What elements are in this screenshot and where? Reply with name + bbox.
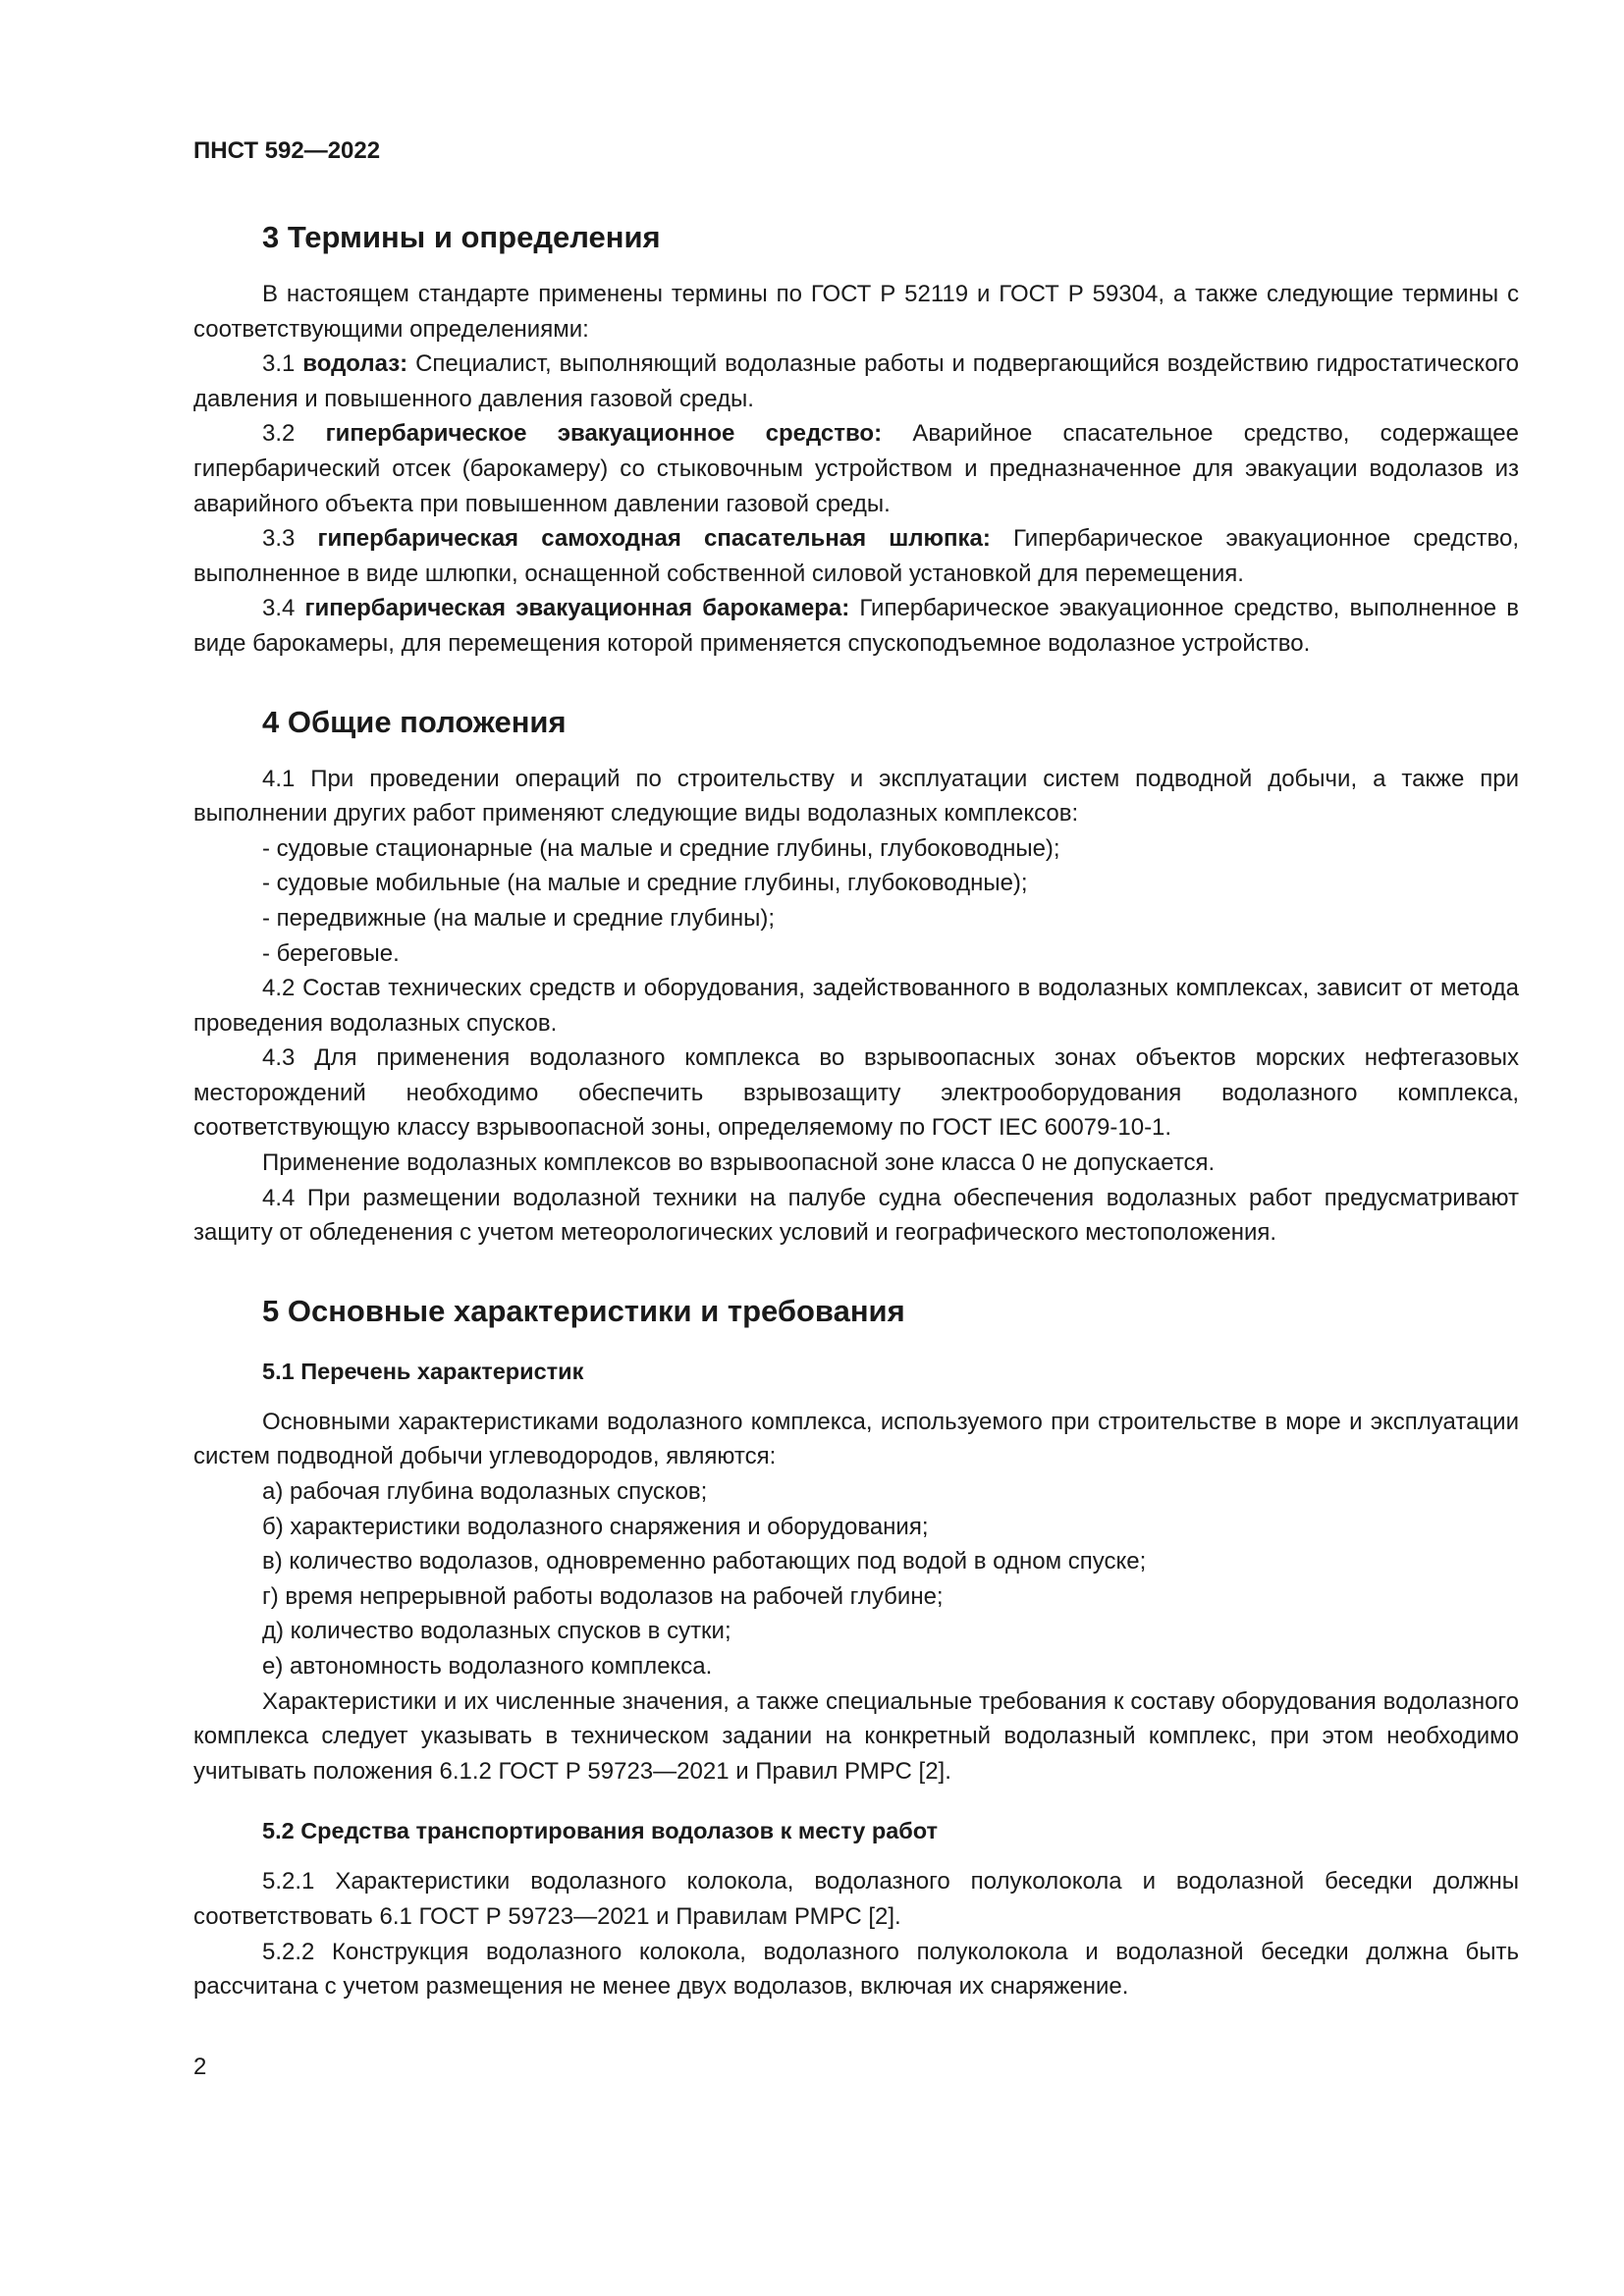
list-item: а) рабочая глубина водолазных спусков; xyxy=(262,1478,708,1506)
document-header: ПНСТ 592—2022 xyxy=(193,137,381,164)
list-item: е) автономность водолазного комплекса. xyxy=(262,1653,713,1680)
list-item: д) количество водолазных спусков в сутки; xyxy=(262,1618,731,1645)
paragraph-4-1: 4.1 При проведении операций по строительству и эксплуатации систем подводной добычи, а также при выполнении других работ применяют следующие виды водолазных комплексов: xyxy=(193,765,1519,828)
section-4-title: 4 Общие положения xyxy=(262,704,567,739)
term-3-1 xyxy=(193,347,1519,416)
list-item: г) время непрерывной работы водолазов на рабочей глубине; xyxy=(262,1582,944,1610)
page-number: 2 xyxy=(193,2054,207,2080)
list-item: - судовые мобильные (на малые и средние глубины, глубоководные); xyxy=(262,870,1028,897)
paragraph-5-1-after: Характеристики и их численные значения, а также специальные требования к составу оборудования водолазного комплекса следует указывать в техническом задании на конкретный водолазный комплекс, при этом необходимо учитывать положения 6.1.2 ГОСТ Р 59723—2021 и Правил РМРС [2]. xyxy=(193,1687,1519,1785)
term-number: 3.1 xyxy=(262,350,296,378)
term-name: гипербарическая самоходная спасательная шлюпка: xyxy=(317,525,991,553)
section-3-intro: В настоящем стандарте применены термины по ГОСТ Р 52119 и ГОСТ Р 59304, а также следующие термины с соответствующими определениями: xyxy=(193,281,1519,343)
paragraph-5-2-2: 5.2.2 Конструкция водолазного колокола, водолазного полуколокола и водолазной беседки должна быть рассчитана с учетом размещения не менее двух водолазов, включая их снаряжение. xyxy=(193,1938,1519,2001)
subsection-5-1-title: 5.1 Перечень характеристик xyxy=(262,1358,584,1384)
list-item: - судовые стационарные (на малые и средние глубины, глубоководные); xyxy=(262,834,1060,862)
term-number: 3.4 xyxy=(262,595,296,622)
list-item: в) количество водолазов, одновременно работающих под водой в одном спуске; xyxy=(262,1548,1147,1575)
term-number: 3.3 xyxy=(262,525,296,553)
term-3-3 xyxy=(193,521,1519,591)
paragraph-5-2-1: 5.2.1 Характеристики водолазного колокола, водолазного полуколокола и водолазной беседки должны соответствовать 6.1 ГОСТ Р 59723—2021 и Правилам РМРС [2]. xyxy=(193,1868,1519,1930)
paragraph-4-2: 4.2 Состав технических средств и оборудования, задействованного в водолазных комплексах, зависит от метода проведения водолазных спусков. xyxy=(193,975,1519,1037)
term-name: водолаз: xyxy=(302,350,408,378)
term-3-2 xyxy=(193,416,1519,521)
subsection-5-2-title: 5.2 Средства транспортирования водолазов к месту работ xyxy=(262,1818,939,1844)
term-definition: Гипербарическое эвакуационное средство, выполненное в виде барокамеры, для перемещения которой применяется спускоподъемное водолазное устройство. xyxy=(193,595,1519,657)
term-definition: Специалист, выполняющий водолазные работы и подвергающийся воздействию гидростатического давления и повышенного давления газовой среды. xyxy=(193,350,1519,412)
paragraph-4-3-note: Применение водолазных комплексов во взрывоопасной зоне класса 0 не допускается. xyxy=(262,1149,1216,1177)
document-page xyxy=(193,137,1519,2004)
term-definition: Гипербарическое эвакуационное средство, выполненное в виде шлюпки, оснащенной собственной силовой установкой для перемещения. xyxy=(193,525,1519,587)
section-3-title: 3 Термины и определения xyxy=(262,220,661,254)
term-definition: Аварийное спасательное средство, содержащее гипербарический отсек (барокамеру) со стыковочным устройством и предназначенное для эвакуации водолазов из аварийного объекта при повышенном давлении газовой среды. xyxy=(193,420,1519,517)
paragraph-4-4: 4.4 При размещении водолазной техники на палубе судна обеспечения водолазных работ предусматривают защиту от обледенения с учетом метеорологических условий и географического местоположения. xyxy=(193,1184,1519,1247)
list-item: б) характеристики водолазного снаряжения и оборудования; xyxy=(262,1513,929,1540)
list-item: - передвижные (на малые и средние глубины); xyxy=(262,904,776,932)
term-name: гипербарическое эвакуационное средство: xyxy=(325,420,883,448)
term-number: 3.2 xyxy=(262,420,296,448)
section-5-title: 5 Основные характеристики и требования xyxy=(262,1293,905,1328)
paragraph-5-1-intro: Основными характеристиками водолазного комплекса, используемого при строительстве в море и эксплуатации систем подводной добычи углеводородов, являются: xyxy=(193,1408,1519,1470)
list-item: - береговые. xyxy=(262,939,400,967)
term-name: гипербарическая эвакуационная барокамера: xyxy=(304,595,850,622)
paragraph-4-3: 4.3 Для применения водолазного комплекса во взрывоопасных зонах объектов морских нефтегазовых месторождений необходимо обеспечить взрывозащиту электрооборудования водолазного комплекса, соответствующую классу взрывоопасной зоны, определяемому по ГОСТ IEC 60079-10-1. xyxy=(193,1044,1519,1142)
term-3-4 xyxy=(193,591,1519,661)
